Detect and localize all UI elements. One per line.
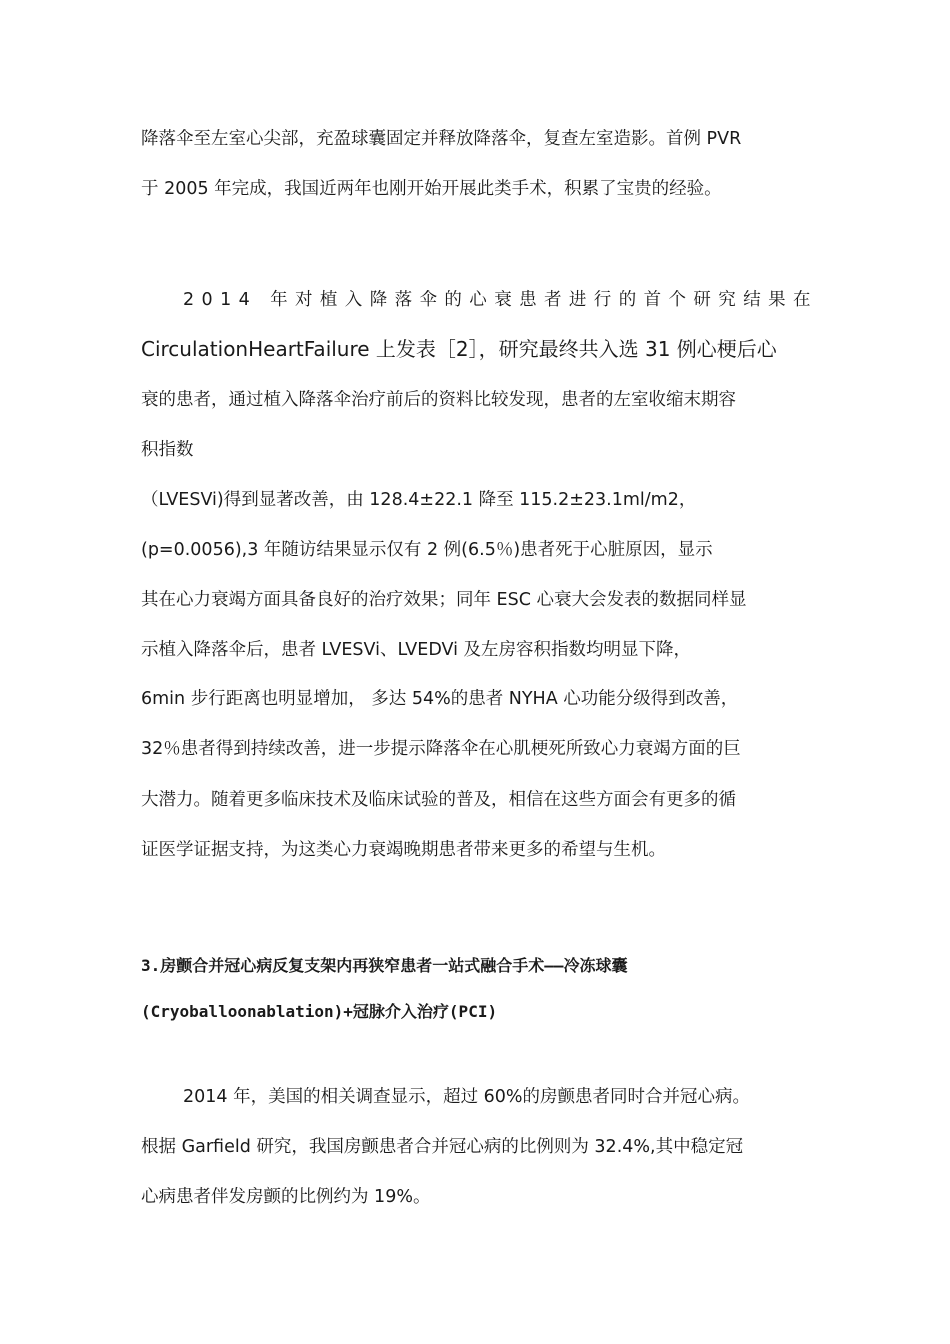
text-line: 衰的患者，通过植入降落伞治疗前后的资料比较发现，患者的左室收缩末期容 — [141, 390, 736, 410]
text-line: 2014 年对植入降落伞的心衰患者进行的首个研究结果在 — [183, 290, 818, 310]
heading-line: (Cryoballoonablation)+冠脉介入治疗(PCI) — [141, 1002, 498, 1021]
text-line: 心病患者伴发房颤的比例约为 19%。 — [141, 1187, 431, 1207]
text-line: 示植入降落伞后，患者 LVESVi、LVEDVi 及左房容积指数均明显下降， — [141, 640, 692, 660]
text-line: 2014 年，美国的相关调查显示，超过 60%的房颤患者同时合并冠心病。 — [183, 1087, 751, 1107]
heading-line: 3.房颤合并冠心病反复支架内再狭窄患者一站式融合手术——冷冻球囊 — [141, 956, 628, 975]
text-line: (p=0.0056),3 年随访结果显示仅有 2 例(6.5％)患者死于心脏原因，显示 — [141, 540, 713, 560]
text-line: CirculationHeartFailure 上发表［2］，研究最终共入选 31 例心梗后心 — [141, 337, 777, 361]
text-line: 于 2005 年完成，我国近两年也刚开始开展此类手术，积累了宝贵的经验。 — [141, 179, 722, 199]
text-line: 6min 步行距离也明显增加， 多达 54%的患者 NYHA 心功能分级得到改善， — [141, 689, 739, 709]
text-line: 证医学证据支持，为这类心力衰竭晚期患者带来更多的希望与生机。 — [141, 840, 666, 860]
text-line: 其在心力衰竭方面具备良好的治疗效果；同年 ESC 心衰大会发表的数据同样显 — [141, 590, 747, 610]
text-line: 积指数 — [141, 440, 194, 460]
text-line: 根据 Garfield 研究，我国房颤患者合并冠心病的比例则为 32.4%,其中稳定冠 — [141, 1137, 744, 1157]
text-line: 降落伞至左室心尖部，充盈球囊固定并释放降落伞，复查左室造影。首例 PVR — [141, 129, 742, 149]
text-line: 大潜力。随着更多临床技术及临床试验的普及，相信在这些方面会有更多的循 — [141, 790, 736, 810]
text-line: 32％患者得到持续改善，进一步提示降落伞在心肌梗死所致心力衰竭方面的巨 — [141, 739, 741, 759]
text-line: （LVESVi)得到显著改善，由 128.4±22.1 降至 115.2±23.1ml/m2， — [141, 490, 697, 510]
